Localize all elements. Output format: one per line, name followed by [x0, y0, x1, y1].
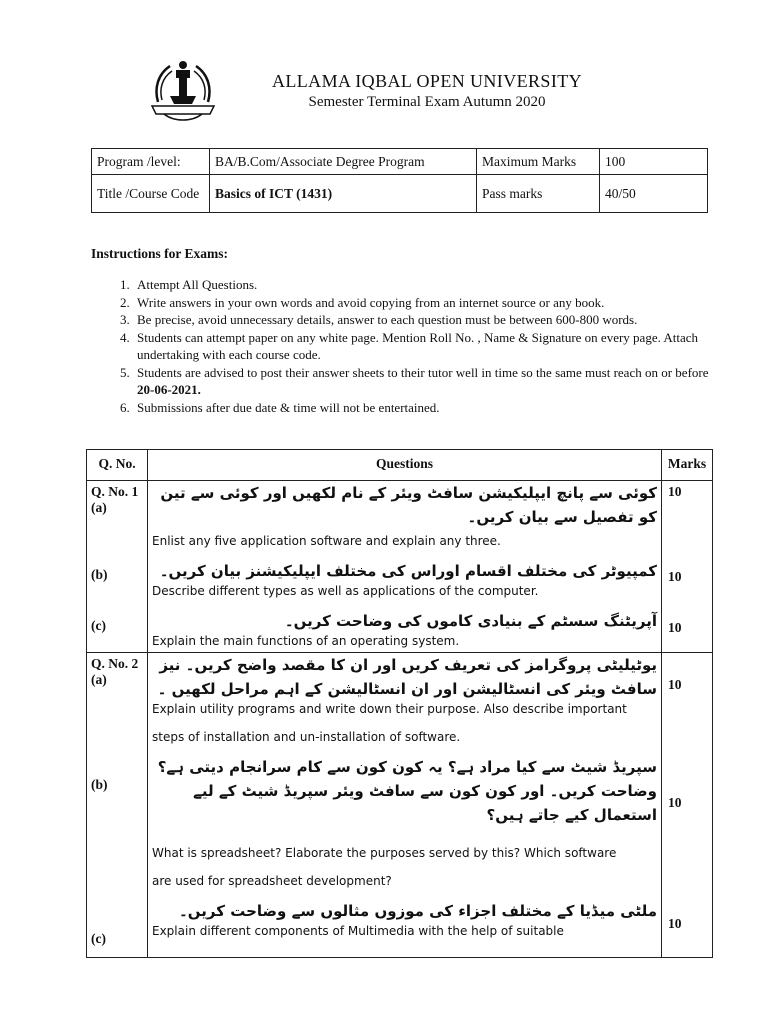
question-urdu: آپریٹنگ سسٹم کے بنیادی کاموں کی وضاحت کریں۔ [284, 612, 657, 630]
question-number: Q. No. 2 [91, 656, 139, 671]
marks-cell [662, 653, 713, 958]
question-english: Describe different types as well as applications of the computer. [152, 584, 539, 598]
instruction-item: 2. Write answers in your own words and avoid copying from an internet source or any book. [133, 294, 723, 312]
max-marks-value: 100 [600, 149, 708, 175]
question-english: steps of installation and un-installation of software. [152, 730, 461, 744]
question-english: Explain different components of Multimedia with the help of suitable [152, 924, 564, 938]
university-name: ALLAMA IQBAL OPEN UNIVERSITY [271, 71, 583, 91]
question-row-1 [87, 481, 713, 653]
course-info-table [91, 148, 708, 213]
instruction-text: Students are advised to post their answer sheets to their tutor well in time so the same must reach on or before [137, 364, 709, 380]
question-english: Explain the main functions of an operating system. [152, 634, 460, 648]
program-value: BA/B.Com/Associate Degree Program [210, 149, 477, 175]
marks-value: 10 [668, 620, 682, 635]
question-english: are used for spreadsheet development? [152, 874, 392, 888]
question-english: Enlist any five application software and explain any three. [152, 534, 501, 548]
university-logo-icon [150, 56, 216, 126]
instruction-item: 4. Students can attempt paper on any white page. Mention Roll No. , Name & Signature on every page. Attach undertaking with each course code. [133, 329, 723, 364]
question-english: What is spreadsheet? Elaborate the purposes served by this? Which software [152, 846, 617, 860]
question-text-cell [148, 481, 662, 653]
question-urdu: سپریڈ شیٹ سے کیا مراد ہے؟ یہ کون کون سے کام سرانجام دیتی ہے؟ وضاحت کریں۔ اور کون کون سے سافٹ ویئر سپریڈ شیٹ کے لیے استعمال کیے جاتے ہیں؟ [157, 758, 657, 824]
deadline-date: 20-06-2021. [137, 382, 201, 397]
question-urdu: یوٹیلیٹی پروگرامز کی تعریف کریں اور ان کا مقصد واضح کریں۔ نیز سافٹ ویئر کی انسٹالیشن اور ان انسٹالیشن کے اہم مراحل لکھیں ۔ [157, 656, 657, 698]
instruction-item: 3. Be precise, avoid unnecessary details, answer to each question must be between 600-800 words. [133, 311, 723, 329]
qno-cell [87, 481, 148, 653]
marks-value: 10 [668, 569, 682, 584]
question-urdu: کمپیوٹر کی مختلف اقسام اوراس کی مختلف ایپلیکیشنز بیان کریں۔ [159, 562, 657, 580]
pass-marks-value: 40/50 [600, 175, 708, 213]
qno-cell [87, 653, 148, 958]
instruction-item: 6. Submissions after due date & time will not be entertained. [133, 399, 723, 417]
program-label: Program /level: [92, 149, 210, 175]
max-marks-label: Maximum Marks [477, 149, 600, 175]
part-label: (c) [91, 931, 106, 946]
marks-cell [662, 481, 713, 653]
part-label: (b) [91, 567, 108, 582]
instructions-list [91, 276, 723, 416]
marks-value: 10 [668, 795, 682, 810]
questions-header: Questions [148, 450, 662, 481]
question-urdu: کوئی سے پانچ ایپلیکیشن سافٹ ویئر کے نام لکھیں اور کوئی سے تین کو تفصیل سے بیان کریں۔ [160, 484, 657, 526]
instructions-title: Instructions for Exams: [91, 246, 229, 261]
marks-value: 10 [668, 484, 682, 499]
part-label: (c) [91, 618, 106, 633]
part-label: (a) [91, 500, 107, 515]
question-number: Q. No. 1 [91, 484, 139, 499]
course-value: Basics of ICT (1431) [210, 175, 477, 213]
question-english: Explain utility programs and write down their purpose. Also describe important [152, 702, 627, 716]
pass-marks-label: Pass marks [477, 175, 600, 213]
qno-header: Q. No. [87, 450, 148, 481]
part-label: (b) [91, 777, 108, 792]
course-label: Title /Course Code [92, 175, 210, 213]
question-urdu: ملٹی میڈیا کے مختلف اجزاء کی موزوں مثالوں سے وضاحت کریں۔ [179, 902, 657, 920]
marks-value: 10 [668, 916, 682, 931]
instruction-item: 1. Attempt All Questions. [133, 276, 723, 294]
question-text-cell [148, 653, 662, 958]
part-label: (a) [91, 672, 107, 687]
instruction-item [133, 364, 723, 399]
questions-table [86, 449, 713, 958]
marks-header: Marks [662, 450, 713, 481]
question-row-2 [87, 653, 713, 958]
exam-title: Semester Terminal Exam Autumn 2020 [308, 94, 546, 110]
marks-value: 10 [668, 677, 682, 692]
